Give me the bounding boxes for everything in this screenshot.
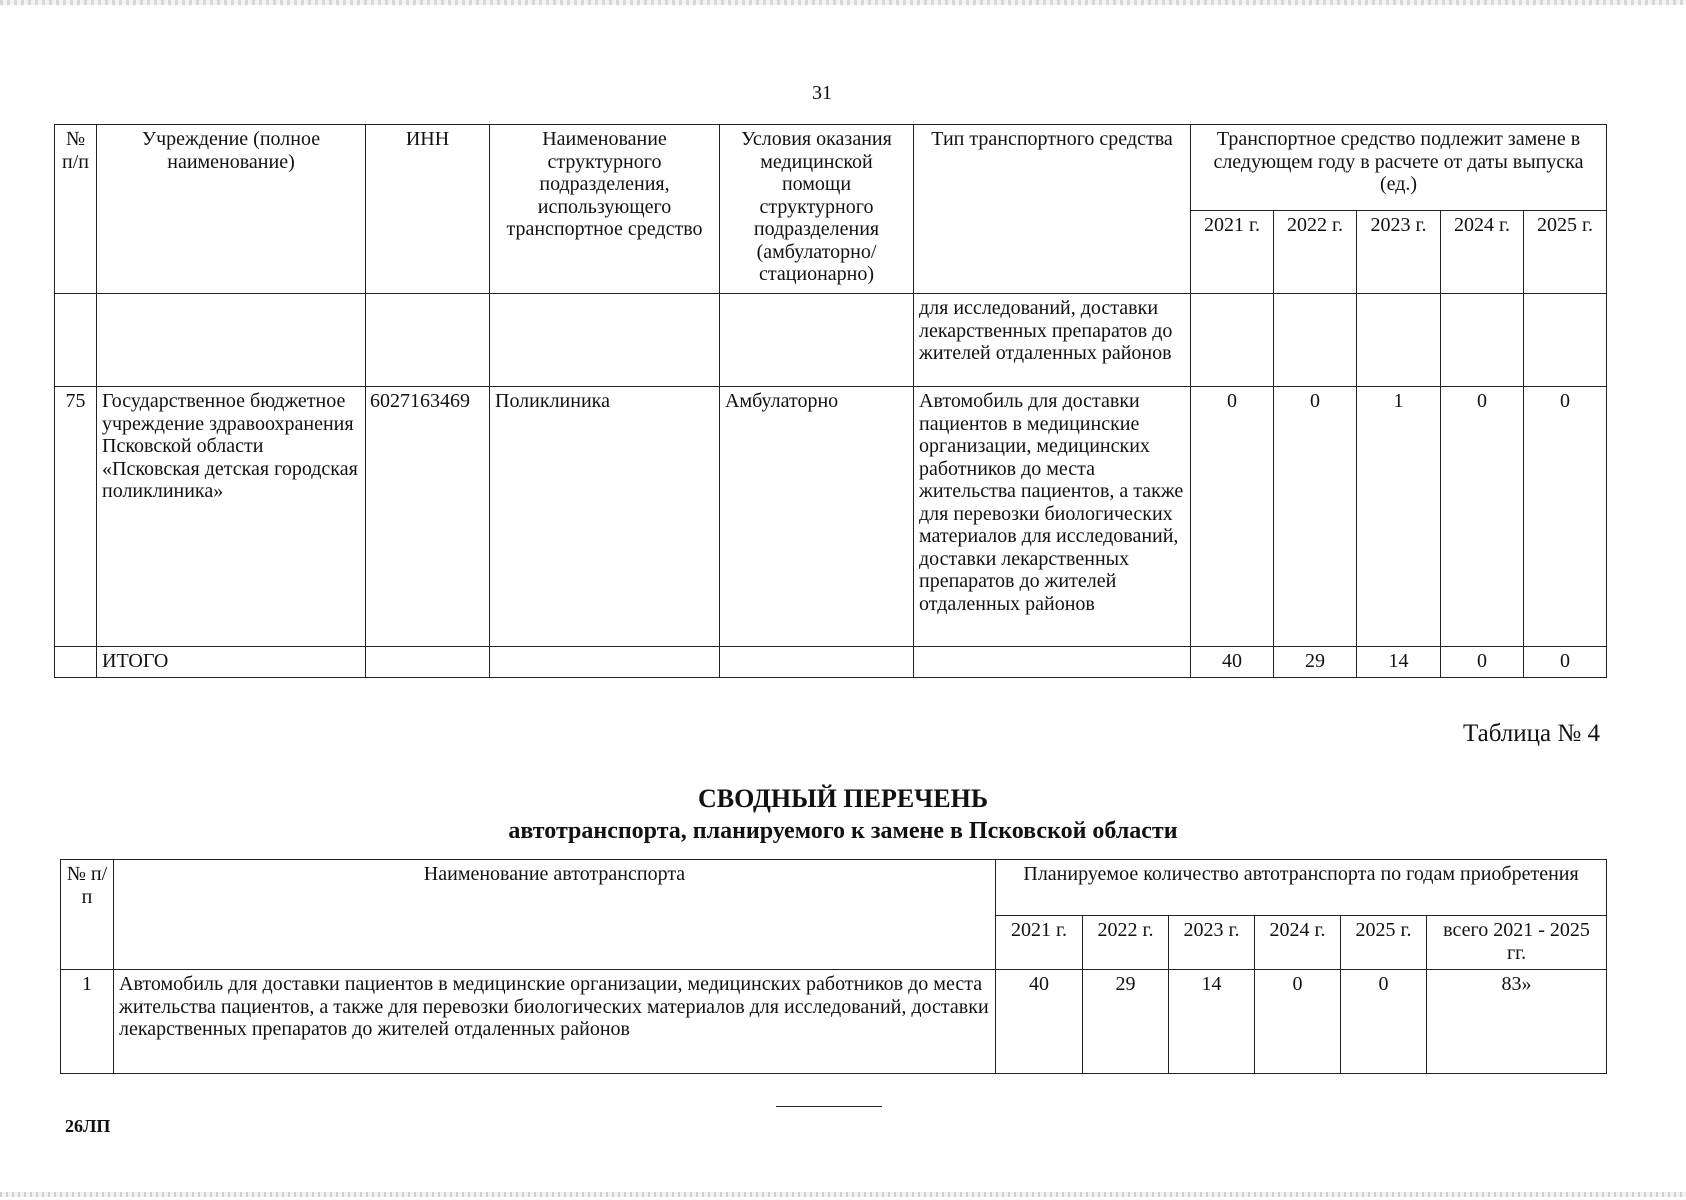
page-number: 31 bbox=[812, 82, 832, 104]
summary-header-year-2024: 2024 г. bbox=[1255, 916, 1341, 970]
cell-subdivision: Поликлиника bbox=[490, 387, 720, 647]
cell-empty bbox=[490, 294, 720, 387]
summary-header-year-2021: 2021 г. bbox=[996, 916, 1083, 970]
summary-cell-2023: 14 bbox=[1169, 970, 1255, 1074]
header-year-2024: 2024 г. bbox=[1441, 211, 1524, 294]
summary-cell-total: 83» bbox=[1427, 970, 1607, 1074]
cell-num: 75 bbox=[55, 387, 97, 647]
cell-value-2025: 0 bbox=[1524, 387, 1607, 647]
summary-table bbox=[60, 859, 1607, 1074]
cell-total-2023: 14 bbox=[1357, 647, 1441, 678]
cell-vehicle-type-continuation: для исследований, доставки лекарственных препаратов до жителей отдаленных районов bbox=[914, 294, 1191, 387]
footer-divider bbox=[776, 1106, 882, 1107]
table-row-total bbox=[55, 647, 1607, 678]
summary-cell-2024: 0 bbox=[1255, 970, 1341, 1074]
cell-empty bbox=[55, 294, 97, 387]
cell-vehicle-type: Автомобиль для доставки пациентов в медицинские организации, медицинских работников до места жительства пациентов, а также для перевозки биологических материалов для исследований, доставки лекарственных препаратов до жителей отдаленных районов bbox=[914, 387, 1191, 647]
header-year-2025: 2025 г. bbox=[1524, 211, 1607, 294]
cell-empty bbox=[1524, 294, 1607, 387]
cell-value-2021: 0 bbox=[1191, 387, 1274, 647]
vehicle-replacement-table bbox=[54, 124, 1607, 678]
cell-total-2024: 0 bbox=[1441, 647, 1524, 678]
table-caption: Таблица № 4 bbox=[1462, 720, 1600, 747]
cell-inn: 6027163469 bbox=[366, 387, 490, 647]
header-subdivision: Наименование структурного подразделения, использующего транспортное средство bbox=[490, 125, 720, 294]
cell-value-2022: 0 bbox=[1274, 387, 1357, 647]
summary-table-row bbox=[61, 970, 1607, 1074]
cell-empty bbox=[914, 647, 1191, 678]
scan-edge-top bbox=[0, 0, 1686, 5]
header-replacement: Транспортное средство подлежит замене в следующем году в расчете от даты выпуска (ед.) bbox=[1191, 125, 1607, 211]
cell-value-2023: 1 bbox=[1357, 387, 1441, 647]
cell-total-2021: 40 bbox=[1191, 647, 1274, 678]
cell-total-2022: 29 bbox=[1274, 647, 1357, 678]
summary-cell-2022: 29 bbox=[1083, 970, 1169, 1074]
summary-cell-2021: 40 bbox=[996, 970, 1083, 1074]
summary-header-num: № п/п bbox=[61, 860, 114, 970]
footer-code: 26ЛП bbox=[65, 1116, 111, 1136]
cell-empty bbox=[1441, 294, 1524, 387]
cell-empty bbox=[97, 294, 366, 387]
summary-header-year-2025: 2025 г. bbox=[1341, 916, 1427, 970]
cell-empty bbox=[55, 647, 97, 678]
header-year-2022: 2022 г. bbox=[1274, 211, 1357, 294]
cell-empty bbox=[1357, 294, 1441, 387]
table-row-75 bbox=[55, 387, 1607, 647]
cell-empty bbox=[1191, 294, 1274, 387]
summary-cell-name: Автомобиль для доставки пациентов в медицинские организации, медицинских работников до места жительства пациентов, а также для перевозки биологических материалов для исследований, доставки лекарственных препаратов до жителей отдаленных районов bbox=[114, 970, 996, 1074]
header-institution: Учреждение (полное наименование) bbox=[97, 125, 366, 294]
summary-header-total: всего 2021 - 2025 гг. bbox=[1427, 916, 1607, 970]
summary-header-year-2022: 2022 г. bbox=[1083, 916, 1169, 970]
table-row-continuation bbox=[55, 294, 1607, 387]
cell-empty bbox=[1274, 294, 1357, 387]
summary-header-planned: Планируемое количество автотранспорта по годам приобретения bbox=[996, 860, 1607, 916]
header-vehicle-type: Тип транспортного средства bbox=[914, 125, 1191, 294]
cell-empty bbox=[720, 647, 914, 678]
cell-empty bbox=[720, 294, 914, 387]
cell-value-2024: 0 bbox=[1441, 387, 1524, 647]
summary-cell-2025: 0 bbox=[1341, 970, 1427, 1074]
header-inn: ИНН bbox=[366, 125, 490, 294]
cell-total-label: ИТОГО bbox=[97, 647, 366, 678]
header-num: № п/п bbox=[55, 125, 97, 294]
cell-empty bbox=[366, 647, 490, 678]
cell-empty bbox=[490, 647, 720, 678]
summary-header-name: Наименование автотранспорта bbox=[114, 860, 996, 970]
cell-empty bbox=[366, 294, 490, 387]
scan-edge-bottom bbox=[0, 1192, 1686, 1197]
cell-total-2025: 0 bbox=[1524, 647, 1607, 678]
header-conditions: Условия оказания медицинской помощи структурного подразделения (амбулаторно/ стационарно) bbox=[720, 125, 914, 294]
summary-cell-num: 1 bbox=[61, 970, 114, 1074]
summary-title: СВОДНЫЙ ПЕРЕЧЕНЬ bbox=[697, 784, 989, 813]
header-year-2023: 2023 г. bbox=[1357, 211, 1441, 294]
summary-header-year-2023: 2023 г. bbox=[1169, 916, 1255, 970]
cell-institution: Государственное бюджетное учреждение здравоохранения Псковской области «Псковская детская городская поликлиника» bbox=[97, 387, 366, 647]
cell-conditions: Амбулаторно bbox=[720, 387, 914, 647]
summary-subtitle: автотранспорта, планируемого к замене в Псковской области bbox=[508, 818, 1178, 844]
header-year-2021: 2021 г. bbox=[1191, 211, 1274, 294]
